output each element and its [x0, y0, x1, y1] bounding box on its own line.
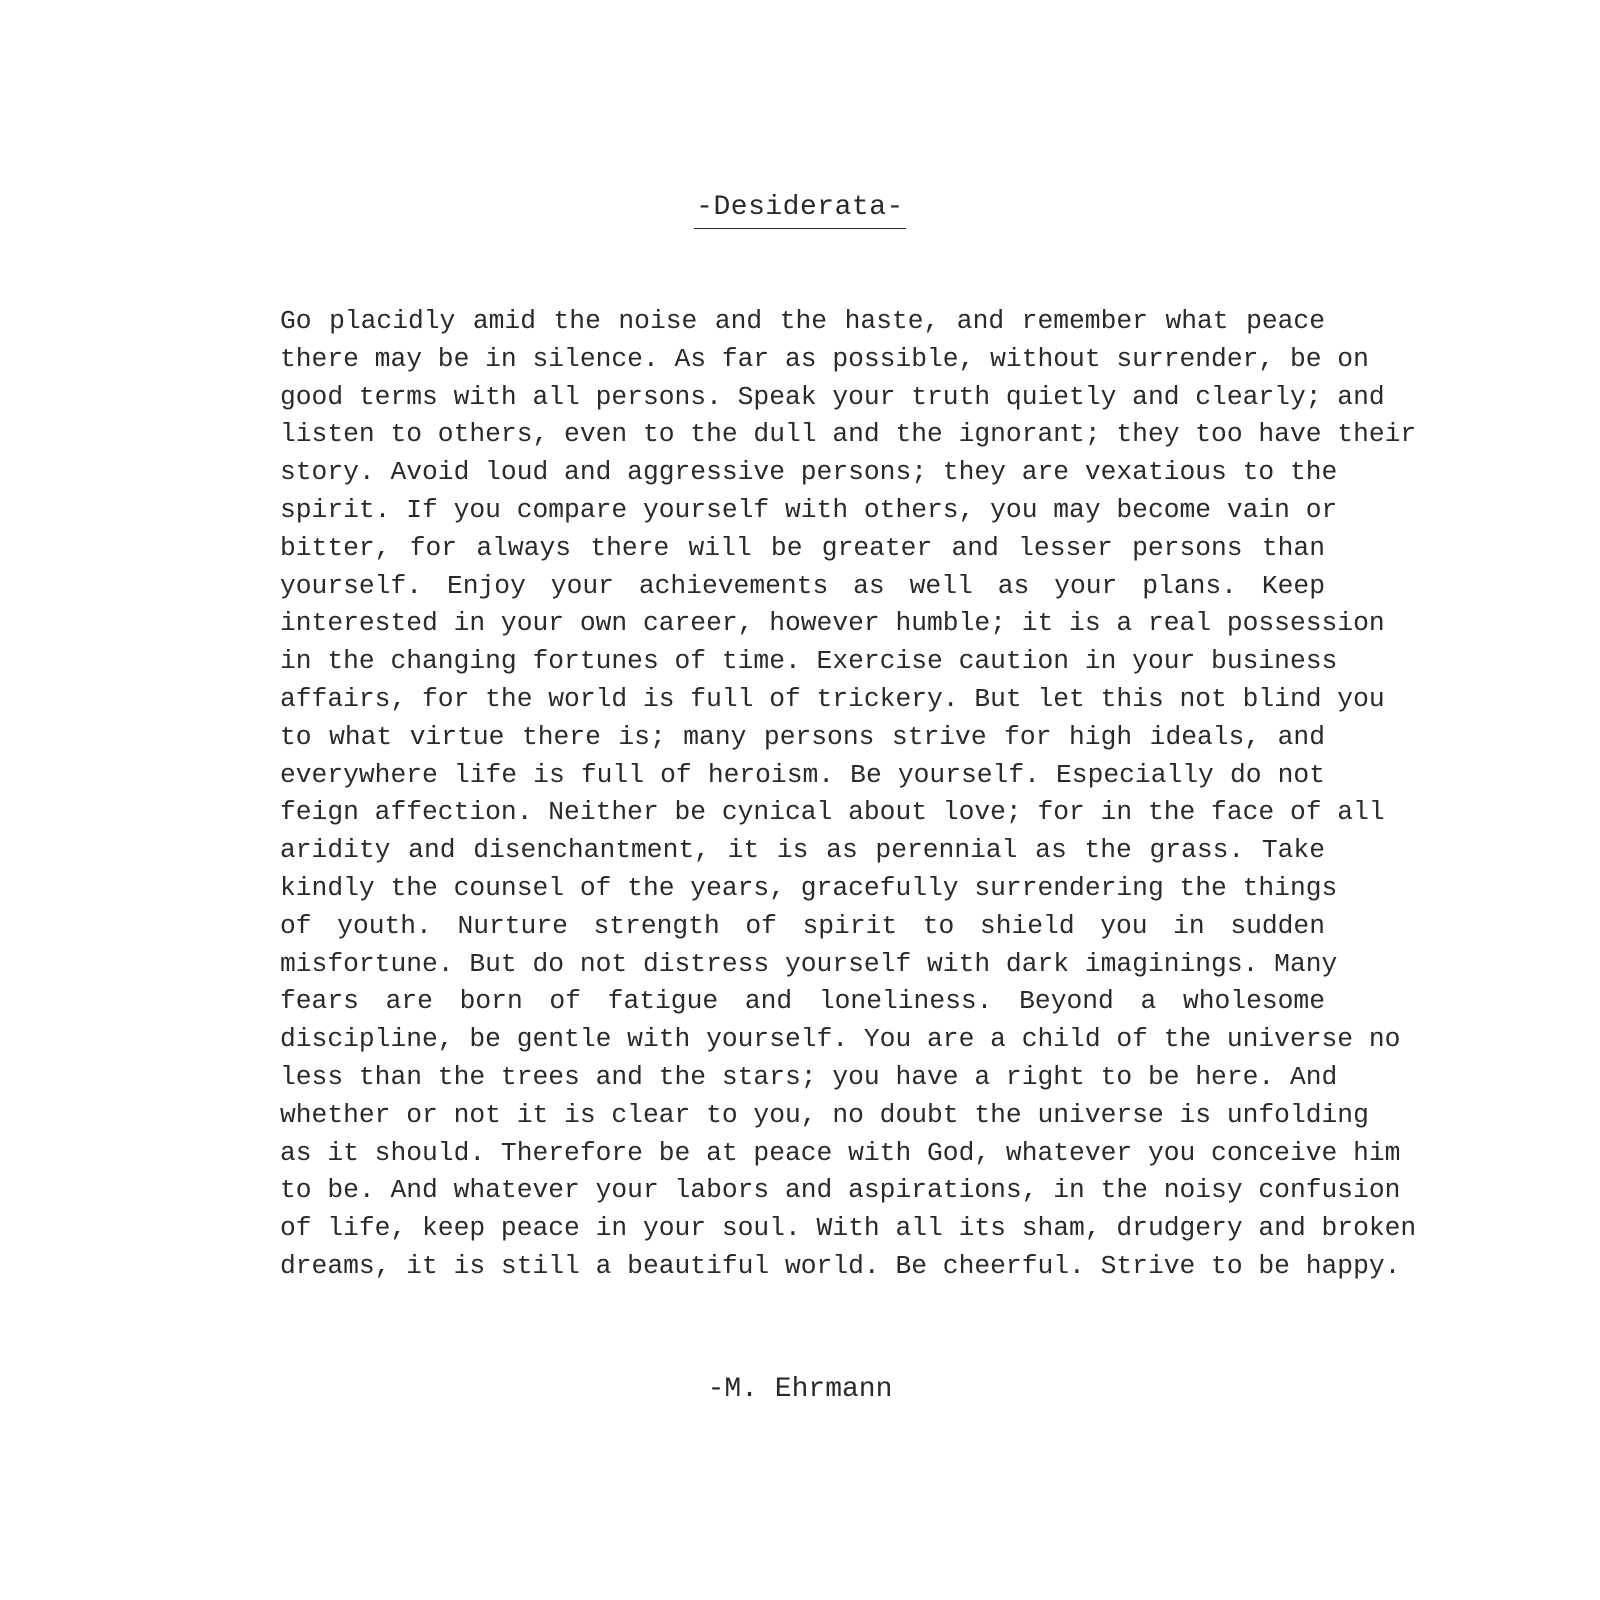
poem-line: of youth. Nurture strength of spirit to shield you in sudden — [280, 910, 1325, 941]
poem-line: fears are born of fatigue and loneliness. Beyond a wholesome — [280, 986, 1325, 1017]
poem-line: kindly the counsel of the years, gracefully surrendering the things — [280, 872, 1338, 903]
poem-line: in the changing fortunes of time. Exercise caution in your business — [280, 646, 1338, 677]
poem-line: story. Avoid loud and aggressive persons; they are vexatious to the — [280, 457, 1338, 488]
poem-line: to what virtue there is; many persons strive for high ideals, and — [280, 721, 1325, 752]
poem-title — [0, 190, 1600, 229]
poem-line: whether or not it is clear to you, no doubt the universe is unfolding — [280, 1099, 1369, 1130]
poem-line: to be. And whatever your labors and aspirations, in the noisy confusion — [280, 1175, 1401, 1206]
poem-line: affairs, for the world is full of trickery. But let this not blind you — [280, 683, 1385, 714]
poem-title-text: -Desiderata- — [694, 190, 906, 229]
poem-line: yourself. Enjoy your achievements as well as your plans. Keep — [280, 570, 1325, 601]
poem-line: spirit. If you compare yourself with others, you may become vain or — [280, 494, 1338, 525]
poem-line: as it should. Therefore be at peace with God, whatever you conceive him — [280, 1137, 1401, 1168]
poem-line: listen to others, even to the dull and the ignorant; they too have their — [280, 419, 1417, 450]
poem-line: bitter, for always there will be greater and lesser persons than — [280, 532, 1325, 563]
poem-line: of life, keep peace in your soul. With all its sham, drudgery and broken — [280, 1213, 1417, 1244]
poem-line: there may be in silence. As far as possible, without surrender, be on — [280, 343, 1369, 374]
poem-line: everywhere life is full of heroism. Be yourself. Especially do not — [280, 759, 1325, 790]
poem-line: misfortune. But do not distress yourself with dark imaginings. Many — [280, 948, 1338, 979]
poem-line: interested in your own career, however humble; it is a real possession — [280, 608, 1385, 639]
poem-author: -M. Ehrmann — [707, 1374, 893, 1405]
poem-line: Go placidly amid the noise and the haste, and remember what peace — [280, 306, 1325, 336]
poem-line: aridity and disenchantment, it is as perennial as the grass. Take — [280, 835, 1325, 866]
poem-line: less than the trees and the stars; you have a right to be here. And — [280, 1061, 1338, 1092]
poem-line: feign affection. Neither be cynical about love; for in the face of all — [280, 797, 1385, 828]
poem-line: discipline, be gentle with yourself. You are a child of the universe no — [280, 1024, 1401, 1055]
poem-line: dreams, it is still a beautiful world. Be cheerful. Strive to be happy. — [280, 1250, 1401, 1281]
poem-body — [280, 303, 1417, 1286]
poem-line: good terms with all persons. Speak your truth quietly and clearly; and — [280, 381, 1385, 412]
